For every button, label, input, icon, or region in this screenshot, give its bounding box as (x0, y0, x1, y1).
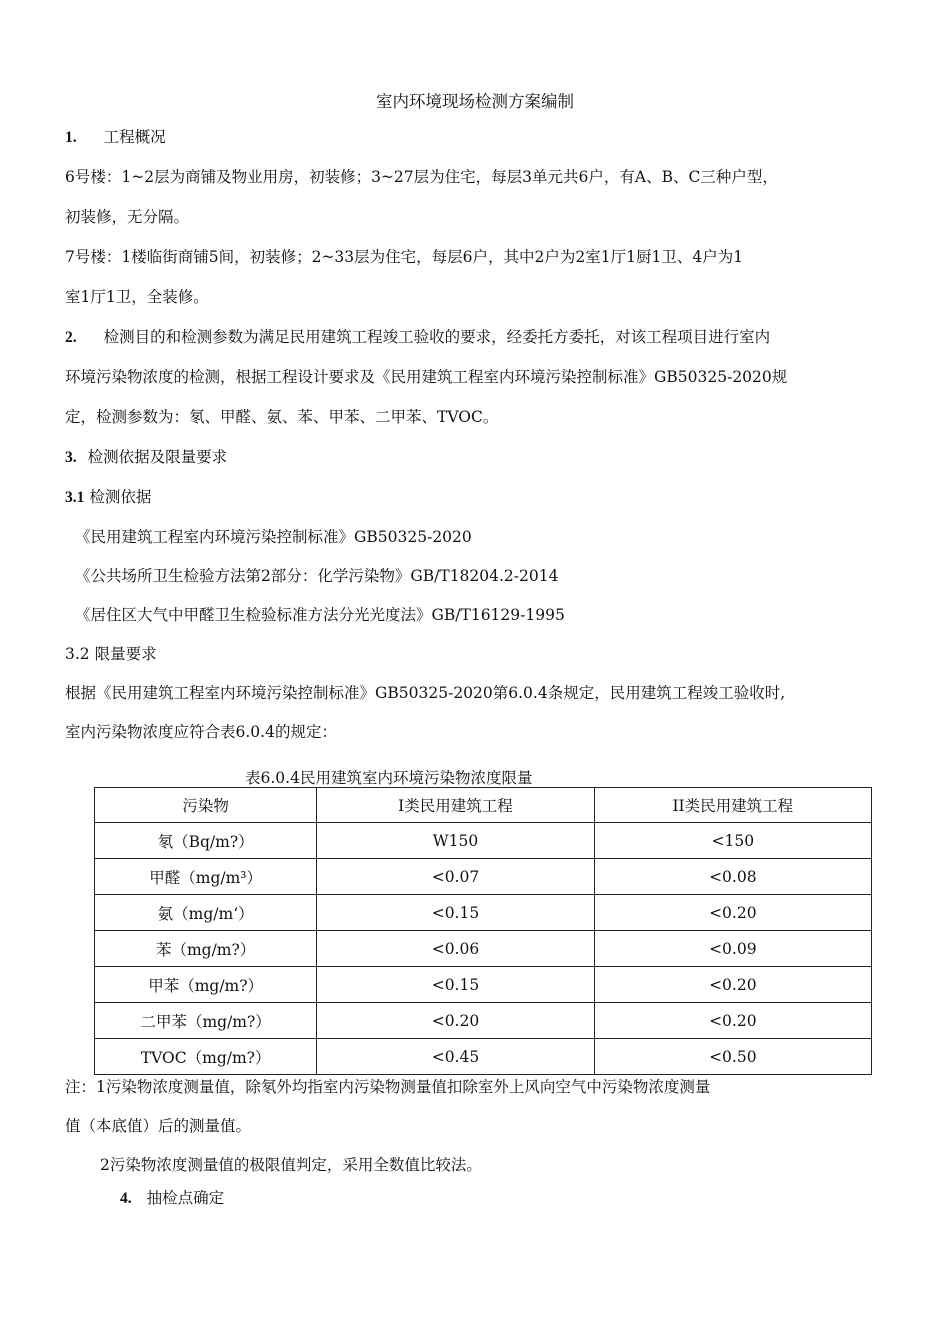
section-3-1-title: 检测依据 (89, 488, 152, 506)
pollutant-cell: 二甲苯（mg/m?） (95, 1003, 317, 1039)
building-7-line-2: 室1厅1卫，全装修。 (65, 288, 209, 306)
class-2-limit-cell: <0.20 (594, 895, 871, 931)
pollutant-cell: 甲苯（mg/m?） (95, 967, 317, 1003)
reference-3: 《居住区大气中甲醛卫生检验标准方法分光光度法》GB/T16129-1995 (75, 606, 565, 624)
table-row (95, 895, 872, 931)
pollutant-cell: 甲醛（mg/m³） (95, 859, 317, 895)
header-class-1: I类民用建筑工程 (317, 788, 594, 823)
reference-1: 《民用建筑工程室内环境污染控制标准》GB50325-2020 (75, 528, 472, 546)
section-3-1-heading (65, 487, 151, 508)
table-row (95, 967, 872, 1003)
section-3-2-heading: 3.2 限量要求 (65, 645, 157, 663)
note-line-2: 值（本底值）后的测量值。 (65, 1117, 252, 1135)
header-class-2: II类民用建筑工程 (594, 788, 871, 823)
table-row (95, 1003, 872, 1039)
building-7-line-1: 7号楼：1楼临街商铺5间，初装修；2~33层为住宅，每层6户，其中2户为2室1厅1厨1卫、4户为1 (65, 248, 744, 266)
class-1-limit-cell: <0.15 (317, 895, 594, 931)
section-3-2-line-1: 根据《民用建筑工程室内环境污染控制标准》GB50325-2020第6.0.4条规定，民用建筑工程竣工验收时, (65, 684, 786, 702)
class-1-limit-cell: <0.20 (317, 1003, 594, 1039)
pollutant-cell: 氨（mg/m‘） (95, 895, 317, 931)
section-2-line-2: 环境污染物浓度的检测，根据工程设计要求及《民用建筑工程室内环境污染控制标准》GB50325-2020规 (65, 368, 788, 386)
section-4-number: 4. (120, 1190, 132, 1207)
pollutant-cell: 氡（Bq/m?） (95, 823, 317, 859)
class-1-limit-cell: W150 (317, 823, 594, 859)
class-2-limit-cell: <0.08 (594, 859, 871, 895)
class-2-limit-cell: <0.20 (594, 1003, 871, 1039)
class-2-limit-cell: <0.20 (594, 967, 871, 1003)
class-2-limit-cell: <0.09 (594, 931, 871, 967)
class-1-limit-cell: <0.06 (317, 931, 594, 967)
section-1-number: 1. (65, 129, 77, 146)
section-2-text: 检测目的和检测参数为满足民用建筑工程竣工验收的要求，经委托方委托，对该工程项目进行室内 (103, 328, 771, 346)
section-3-number: 3. (65, 449, 77, 466)
section-2-line-1 (65, 327, 770, 348)
class-1-limit-cell: <0.45 (317, 1039, 594, 1075)
table-row (95, 1039, 872, 1075)
pollutant-limits-table (94, 787, 872, 1075)
section-1-title: 工程概况 (103, 128, 166, 146)
table-row (95, 931, 872, 967)
section-2-number: 2. (65, 329, 77, 346)
section-2-line-3: 定，检测参数为：氡、甲醛、氨、苯、甲苯、二甲苯、TVOC。 (65, 408, 499, 426)
building-6-line-1: 6号楼：1~2层为商铺及物业用房，初装修；3~27层为住宅，每层3单元共6户，有A、B、C三种户型， (65, 168, 778, 186)
section-3-1-number: 3.1 (65, 489, 85, 506)
note-line-1: 注：1污染物浓度测量值，除氡外均指室内污染物测量值扣除室外上风向空气中污染物浓度测量 (65, 1078, 711, 1096)
header-pollutant: 污染物 (95, 788, 317, 823)
reference-2: 《公共场所卫生检验方法第2部分：化学污染物》GB/T18204.2-2014 (75, 567, 559, 585)
table-header-row (95, 788, 872, 823)
table-row (95, 859, 872, 895)
section-4-heading (120, 1188, 224, 1209)
class-1-limit-cell: <0.15 (317, 967, 594, 1003)
class-2-limit-cell: <150 (594, 823, 871, 859)
building-6-line-2: 初装修，无分隔。 (65, 208, 190, 226)
section-4-title: 抽检点确定 (146, 1189, 225, 1207)
section-3-title: 检测依据及限量要求 (87, 448, 228, 466)
document-title: 室内环境现场检测方案编制 (376, 92, 574, 111)
section-3-heading (65, 447, 227, 468)
pollutant-cell: TVOC（mg/m?） (95, 1039, 317, 1075)
pollutant-cell: 苯（mg/m?） (95, 931, 317, 967)
section-1-heading (65, 127, 166, 148)
table-row (95, 823, 872, 859)
note-line-3: 2污染物浓度测量值的极限值判定，采用全数值比较法。 (100, 1156, 482, 1174)
section-3-2-line-2: 室内污染物浓度应符合表6.0.4的规定： (65, 723, 337, 741)
class-2-limit-cell: <0.50 (594, 1039, 871, 1075)
class-1-limit-cell: <0.07 (317, 859, 594, 895)
table-caption: 表6.0.4民用建筑室内环境污染物浓度限量 (245, 769, 533, 787)
